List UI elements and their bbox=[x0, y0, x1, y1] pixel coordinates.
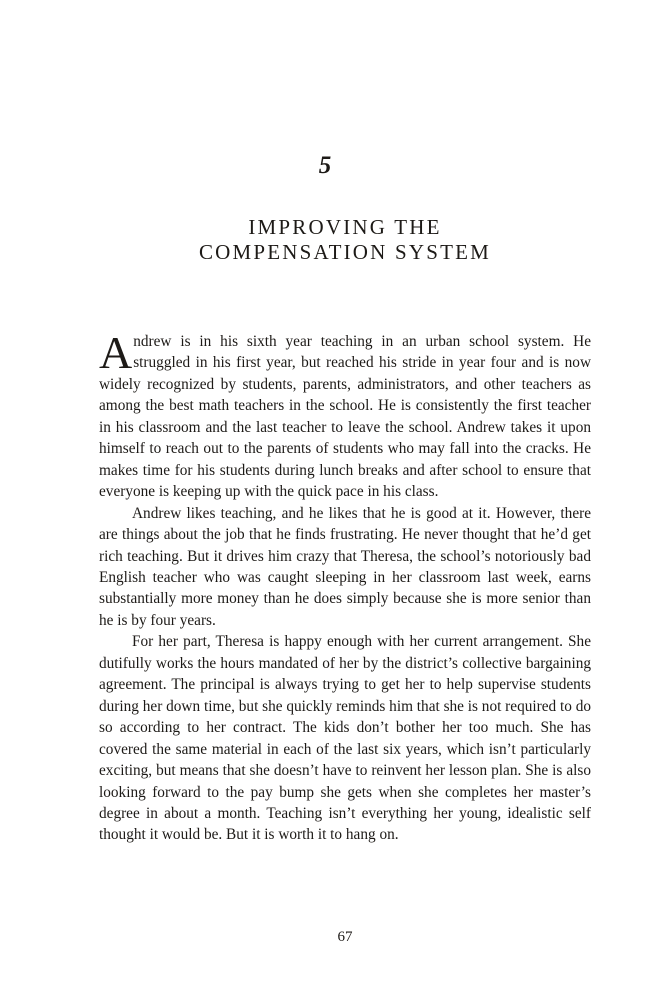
chapter-title bbox=[0, 215, 650, 265]
paragraph-1 bbox=[99, 327, 591, 503]
paragraph-3: For her part, Theresa is happy enough with her current arrangement. She dutifully works the hours mandated of her by the district’s collective bargaining agreement. The principal is always trying to get her to help supervise students during her down time, but she quickly reminds him that she is not required to do so according to her contract. The kids don’t bother her too much. She has covered the same material in each of the last six years, which isn’t particularly exciting, but means that she doesn’t have to reinvent her lesson plan. She is also looking forward to the pay bump she gets when she completes her master’s degree in about a month. Teaching isn’t everything her young, idealistic self thought it would be. But it is worth it to hang on. bbox=[99, 633, 591, 844]
chapter-body bbox=[99, 327, 591, 846]
paragraph-2: Andrew likes teaching, and he likes that he is good at it. However, there are things about the job that he finds frustrating. He never thought that he’d get rich teaching. But it drives him crazy that Theresa, the school’s notoriously bad English teacher who was caught sleeping in her classroom last week, earns substantially more money than he does simply because she is more senior than he is by four years. bbox=[99, 504, 591, 629]
page-number: 67 bbox=[337, 929, 353, 945]
chapter-number: 5 bbox=[318, 152, 332, 179]
chapter-title-line-1: IMPROVING THE bbox=[248, 215, 442, 239]
drop-cap: A bbox=[99, 327, 133, 378]
chapter-title-line-2: COMPENSATION SYSTEM bbox=[198, 240, 492, 264]
paragraph-1-text: ndrew is in his sixth year teaching in an urban school system. He struggled in his first year, but reached his stride in year four and is now widely recognized by students, parents, administrators, and other teachers as among the best math teachers in the school. He is consistently the first teacher in his classroom and the last teacher to leave the school. Andrew takes it upon himself to reach out to the parents of students who may fall into the cracks. He makes time for his students during lunch breaks and after school to ensure that everyone is keeping up with the quick pace in his class. bbox=[99, 333, 591, 501]
